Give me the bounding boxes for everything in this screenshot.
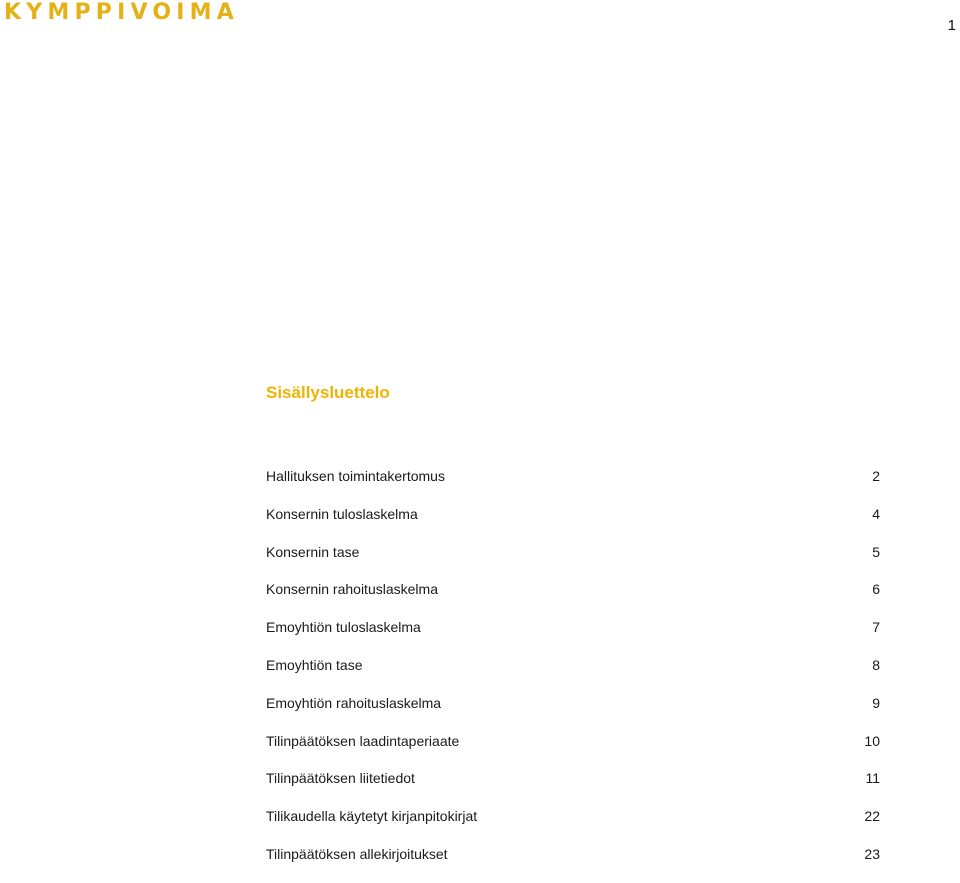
toc-entry (266, 807, 880, 845)
toc-entry-label: Tilinpäätöksen allekirjoitukset (266, 845, 448, 862)
toc-entry-label: Konsernin rahoituslaskelma (266, 581, 438, 598)
toc-title: Sisällysluettelo (266, 383, 390, 402)
toc-entry-page: 7 (872, 619, 880, 636)
page-number: 1 (947, 17, 956, 34)
company-logo: KYMPPIVOIMA (4, 0, 239, 25)
toc-entry (266, 732, 880, 770)
toc-entry-page: 11 (865, 770, 880, 787)
toc-entry-page: 9 (872, 694, 880, 711)
toc-entry-label: Emoyhtiön rahoituslaskelma (266, 694, 442, 711)
toc-entry-page: 4 (872, 505, 880, 522)
toc-entry-page: 8 (872, 656, 880, 673)
toc-entry-page: 5 (872, 543, 880, 560)
toc-entry (266, 543, 880, 581)
toc-entry-page: 10 (864, 732, 880, 749)
toc-entry-label: Emoyhtiön tase (266, 656, 363, 673)
toc-entry-page: 23 (864, 845, 880, 862)
toc-entry-page: 22 (864, 808, 880, 825)
toc-entry (266, 580, 880, 618)
toc-entry (266, 618, 880, 656)
toc-list (266, 467, 880, 883)
toc-entry-label: Tilinpäätöksen laadintaperiaate (266, 732, 460, 749)
toc-entry (266, 505, 880, 543)
toc-entry (266, 467, 880, 505)
toc-entry-label: Hallituksen toimintakertomus (266, 468, 445, 484)
toc-entry (266, 694, 880, 732)
toc-entry-label: Konsernin tuloslaskelma (266, 505, 418, 522)
toc-entry (266, 656, 880, 694)
toc-entry-label: Tilikaudella käytetyt kirjanpitokirjat (266, 808, 478, 825)
toc-entry-page: 6 (872, 581, 880, 598)
toc-entry (266, 845, 880, 883)
toc-entry-label: Emoyhtiön tuloslaskelma (266, 619, 421, 636)
toc-entry-label: Konsernin tase (266, 543, 360, 560)
toc-entry-label: Tilinpäätöksen liitetiedot (266, 770, 415, 787)
toc-entry (266, 769, 880, 807)
toc-entry-page: 2 (872, 468, 880, 484)
